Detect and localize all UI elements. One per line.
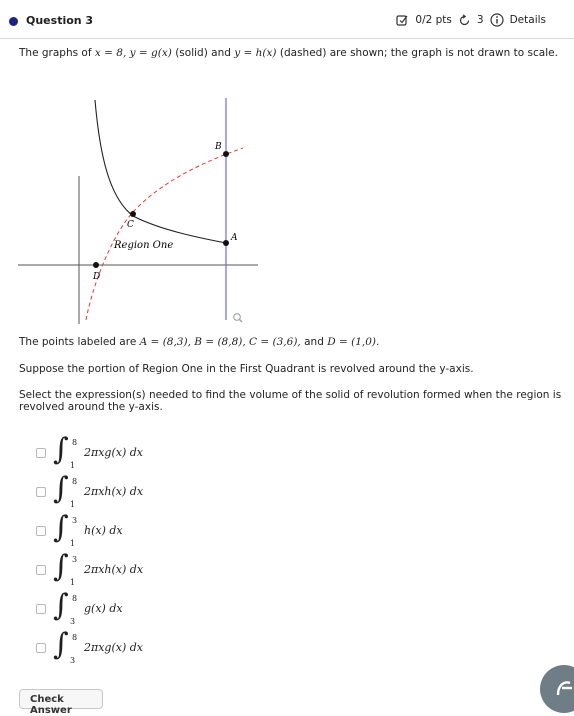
option-2[interactable] — [36, 472, 143, 511]
label-b: B — [215, 142, 222, 152]
point-d — [93, 262, 99, 268]
option-checkbox[interactable] — [36, 448, 46, 458]
option-checkbox[interactable] — [36, 565, 46, 575]
question-meta — [396, 13, 546, 27]
integral-expression: ∫ 8 3 — [53, 626, 78, 665]
magnifier-icon — [234, 314, 242, 322]
question-status-icon — [9, 17, 18, 26]
option-5[interactable] — [36, 589, 143, 628]
suppose-text: Suppose the portion of Region One in the First Quadrant is revolved around the y-axis. — [19, 363, 474, 375]
option-checkbox[interactable] — [36, 604, 46, 614]
prompt-text: The graphs of — [19, 47, 95, 59]
points-sentence — [19, 335, 379, 349]
upper-limit: 8 — [72, 437, 78, 447]
curve-h — [86, 148, 243, 320]
option-1[interactable] — [36, 433, 143, 472]
function-graph — [0, 88, 260, 328]
upper-limit: 8 — [72, 632, 78, 642]
point-a — [223, 240, 229, 246]
integrand: g(x) dx — [84, 602, 123, 615]
label-a: A — [231, 233, 238, 243]
point-b — [223, 151, 229, 157]
upper-limit: 3 — [72, 515, 78, 525]
points-math-d: D = (1,0). — [327, 336, 380, 348]
prompt-math-g: x = 8, y = g(x) — [94, 47, 172, 59]
points-text: 0/2 pts — [415, 14, 452, 26]
label-d: D — [93, 272, 101, 282]
lower-limit: 1 — [70, 499, 76, 509]
curve-g — [95, 100, 226, 243]
option-checkbox[interactable] — [36, 487, 46, 497]
prompt-math-h: y = h(x) — [234, 47, 277, 59]
upper-limit: 8 — [72, 593, 78, 603]
points-text: The points labeled are — [19, 336, 140, 348]
lower-limit: 1 — [70, 460, 76, 470]
integrand: h(x) dx — [84, 524, 123, 537]
prompt-text-mid: (solid) and — [171, 47, 235, 59]
points-math: A = (8,3), B = (8,8), C = (3,6), — [139, 336, 301, 348]
points-icon — [396, 14, 409, 27]
select-text-1: Select the expression(s) needed to find the volume of the solid of revolution formed when the region is — [19, 389, 562, 401]
option-6[interactable] — [36, 628, 143, 667]
info-icon[interactable] — [490, 13, 504, 27]
option-checkbox[interactable] — [36, 526, 46, 536]
integral-expression: ∫ 8 3 — [53, 587, 78, 626]
integral-expression: ∫ 8 1 — [53, 431, 78, 470]
lower-limit: 3 — [70, 655, 76, 665]
lower-limit: 1 — [70, 538, 76, 548]
point-c — [130, 211, 136, 217]
question-header — [0, 0, 574, 39]
label-c: C — [127, 220, 134, 230]
retry-icon — [458, 14, 471, 27]
integrand: 2πxg(x) dx — [84, 641, 144, 654]
integrand: 2πxh(x) dx — [84, 485, 144, 498]
integral-expression: ∫ 3 1 — [53, 548, 78, 587]
question-prompt — [19, 46, 558, 60]
upper-limit: 3 — [72, 554, 78, 564]
upper-limit: 8 — [72, 476, 78, 486]
lower-limit: 1 — [70, 577, 76, 587]
region-one-label: Region One — [114, 240, 174, 251]
integral-expression: ∫ 8 1 — [53, 470, 78, 509]
lower-limit: 3 — [70, 616, 76, 626]
help-button[interactable] — [540, 665, 574, 713]
points-and: and — [300, 336, 328, 348]
integrand: 2πxg(x) dx — [84, 446, 144, 459]
select-text-2: revolved around the y-axis. — [19, 401, 163, 413]
help-icon — [548, 675, 574, 705]
option-checkbox[interactable] — [36, 643, 46, 653]
integrand: 2πxh(x) dx — [84, 563, 144, 576]
details-link[interactable]: Details — [509, 14, 546, 26]
check-answer-button[interactable]: Check Answer — [19, 689, 103, 709]
integral-expression: ∫ 3 1 — [53, 509, 78, 548]
question-title: Question 3 — [26, 14, 94, 27]
attempts-text: 3 — [476, 14, 484, 26]
answer-options — [36, 433, 143, 667]
option-3[interactable] — [36, 511, 143, 550]
option-4[interactable] — [36, 550, 143, 589]
prompt-text-end: (dashed) are shown; the graph is not drawn to scale. — [276, 47, 558, 59]
